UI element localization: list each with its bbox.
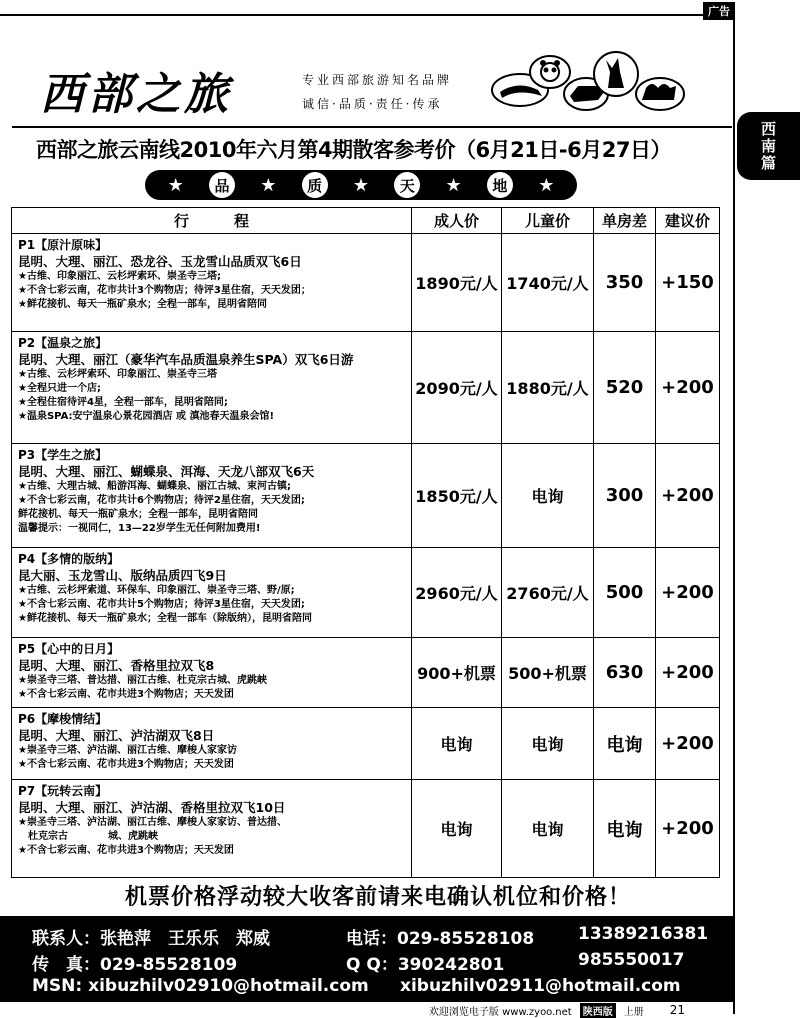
child-price: 1740元/人 (502, 234, 594, 332)
animal-logos-icon (488, 50, 688, 112)
star-icon: ★ (352, 174, 370, 196)
contact-fax (32, 950, 237, 975)
contact-msn-2[interactable]: xibuzhilv02911@hotmail.com (400, 976, 681, 996)
single-supplement: 500 (594, 548, 656, 638)
route-cell (12, 780, 412, 878)
page-number: 21 (669, 1003, 685, 1017)
single-supplement: 630 (594, 638, 656, 708)
route-cell (12, 444, 412, 548)
route-detail-line: ★崇圣寺三塔、普达措、丽江古维、杜克宗古城、虎跳峡 (18, 675, 267, 686)
side-tab-char: 西 (760, 119, 776, 138)
adult-price: 900+机票 (412, 638, 502, 708)
child-price: 2760元/人 (502, 548, 594, 638)
table-row (12, 780, 720, 878)
adult-price: 1890元/人 (412, 234, 502, 332)
table-row (12, 234, 720, 332)
bottom-strip (0, 1002, 735, 1018)
suggested-price: +200 (656, 780, 720, 878)
route-detail-line: ★崇圣寺三塔、泸沽湖、丽江古维、摩梭人家家访 (18, 745, 237, 756)
single-supplement: 520 (594, 332, 656, 444)
quality-word: 质 (302, 172, 328, 198)
route-code: P7【玩转云南】 (18, 784, 108, 798)
child-price: 500+机票 (502, 638, 594, 708)
contact-qq (346, 950, 504, 975)
route-title: 昆明、大理、丽江、泸沽湖、香格里拉双飞10日 (18, 800, 286, 815)
route-cell (12, 708, 412, 780)
side-tab-char: 南 (760, 136, 776, 155)
slogan-line-2: 诚信·品质·责任·传承 (302, 97, 443, 111)
route-detail-line: ★不含七彩云南、花市共进3个购物店；天天发团 (18, 759, 234, 770)
route-title: 昆明、大理、丽江（豪华汽车品质温泉养生SPA）双飞6日游 (18, 352, 354, 367)
top-rule (0, 14, 735, 16)
child-price: 电询 (502, 708, 594, 780)
contact-qq-number: 390242801 (397, 955, 505, 975)
contact-msn (32, 976, 369, 996)
contact-people-label: 联系人： (32, 929, 100, 949)
route-detail-line: 鲜花接机、每天一瓶矿泉水；全程一部车，昆明省陪同 (18, 509, 258, 520)
website-text[interactable]: 欢迎浏览电子版 www.zyoo.net (428, 1006, 572, 1018)
price-table (11, 207, 720, 878)
route-detail-line: ★崇圣寺三塔、泸沽湖、丽江古维、摩梭人家家访、普达措、 (18, 817, 287, 828)
route-code: P2【温泉之旅】 (18, 336, 108, 350)
brand-logo-text: 西部之旅 (40, 69, 232, 120)
header-adult-price: 成人价 (412, 208, 502, 234)
route-detail-line: ★不含七彩云南、花市共计5个购物店；待评3星住宿，天天发团; (18, 599, 305, 610)
route-code: P1【原汁原味】 (18, 238, 108, 252)
contact-tel-label: 电话： (346, 929, 397, 949)
route-detail-line: ★鲜花接机、每天一瓶矿泉水；全程一部车（除版纳），昆明省陪同 (18, 613, 312, 624)
route-detail-line: ★不含七彩云南、花市共进3个购物店；天天发团 (18, 689, 234, 700)
table-row (12, 638, 720, 708)
suggested-price: +200 (656, 638, 720, 708)
contact-msn-label: MSN: (32, 976, 83, 996)
table-row (12, 708, 720, 780)
route-detail-line: ★古维、印象丽江、云杉坪索环、崇圣寺三塔; (18, 271, 221, 282)
single-supplement: 电询 (594, 708, 656, 780)
volume-label: 上册 (623, 1006, 644, 1018)
slogan-line-1: 专业西部旅游知名品牌 (302, 73, 453, 87)
contact-qq-2: 985550017 (578, 950, 685, 970)
star-icon: ★ (445, 174, 462, 196)
route-detail-line: ★全程只进一个店; (18, 383, 101, 394)
single-supplement: 300 (594, 444, 656, 548)
child-price: 1880元/人 (502, 332, 594, 444)
suggested-price: +150 (656, 234, 720, 332)
title-rule (12, 126, 732, 128)
ticket-price-notice: 机票价格浮动较大收客前请来电确认机位和价格！ (124, 885, 631, 910)
route-detail-line: ★不含七彩云南、花市共进3个购物店；天天发团 (18, 845, 234, 856)
side-tab-southwest (737, 112, 800, 180)
header-suggested-price: 建议价 (656, 208, 720, 234)
child-price: 电询 (502, 444, 594, 548)
route-title: 昆明、大理、丽江、蝴蝶泉、洱海、天龙八部双飞6天 (18, 464, 315, 479)
suggested-price: +200 (656, 708, 720, 780)
ad-tag: 广告 (703, 2, 735, 20)
route-detail-line: ★不含七彩云南，花市共计3个购物店；待评3星住宿，天天发团； (18, 285, 311, 296)
star-icon: ★ (260, 174, 277, 196)
header-route: 行 程 (12, 208, 412, 234)
single-supplement: 电询 (594, 780, 656, 878)
contact-qq-label: Q Q： (346, 955, 398, 975)
adult-price: 1850元/人 (412, 444, 502, 548)
route-code: P5【心中的日月】 (18, 642, 120, 656)
quality-word: 地 (487, 172, 513, 198)
route-cell (12, 332, 412, 444)
route-detail-line: ★鲜花接机、每天一瓶矿泉水；全程一部车，昆明省陪同 (18, 299, 267, 310)
suggested-price: +200 (656, 332, 720, 444)
child-price: 电询 (502, 780, 594, 878)
quality-banner (145, 170, 577, 200)
route-code: P3【学生之旅】 (18, 448, 108, 462)
contact-people (32, 924, 270, 949)
contact-tel (346, 924, 534, 949)
table-header-row (12, 208, 720, 234)
route-detail-line: ★古维、大理古城、船游洱海、蝴蝶泉、丽江古城、束河古镇; (18, 481, 291, 492)
table-row (12, 332, 720, 444)
side-tab-char: 篇 (760, 153, 776, 172)
route-code: P6【摩梭情结】 (18, 712, 108, 726)
quality-word: 品 (209, 172, 235, 198)
page-title: 西部之旅云南线2010年六月第4期散客参考价（6月21日-6月27日） (36, 138, 671, 162)
route-detail-line: 杜克宗古 城、虎跳峡 (18, 831, 158, 842)
route-detail-line: ★温泉SPA:安宁温泉心景花园酒店 或 滇池春天温泉会馆! (18, 411, 275, 422)
suggested-price: +200 (656, 548, 720, 638)
quality-word: 天 (394, 172, 420, 198)
contact-people-names: 张艳萍 王乐乐 郑威 (100, 929, 270, 949)
route-detail-line: ★古维、云杉坪索道、环保车、印象丽江、崇圣寺三塔、野/原; (18, 585, 295, 596)
route-title: 昆大丽、玉龙雪山、版纳品质四飞9日 (18, 568, 227, 583)
table-row (12, 548, 720, 638)
contact-fax-label: 传 真： (32, 955, 100, 975)
contact-tel-number: 029-85528108 (397, 929, 535, 949)
adult-price: 2960元/人 (412, 548, 502, 638)
edition-badge: 陕西版 (580, 1003, 616, 1018)
right-rule (733, 14, 735, 1014)
route-detail-line: 温馨提示：一视同仁，13—22岁学生无任何附加费用! (18, 523, 261, 534)
contact-fax-number: 029-85528109 (100, 955, 238, 975)
slogan (302, 68, 452, 116)
route-detail-line: ★不含七彩云南，花市共计6个购物店；待评2星住宿，天天发团; (18, 495, 305, 506)
route-cell (12, 638, 412, 708)
adult-price: 电询 (412, 708, 502, 780)
route-cell (12, 548, 412, 638)
route-cell (12, 234, 412, 332)
table-row (12, 444, 720, 548)
route-title: 昆明、大理、丽江、香格里拉双飞8 (18, 658, 215, 673)
route-detail-line: ★全程住宿待评4星，全程一部车，昆明省陪同; (18, 397, 228, 408)
contact-panel (0, 916, 735, 1002)
route-title: 昆明、大理、丽江、泸沽湖双飞8日 (18, 728, 215, 743)
header-single-supplement: 单房差 (594, 208, 656, 234)
contact-mobile: 13389216381 (578, 924, 709, 944)
header-child-price: 儿童价 (502, 208, 594, 234)
single-supplement: 350 (594, 234, 656, 332)
route-code: P4【多情的版纳】 (18, 552, 120, 566)
star-icon: ★ (538, 174, 555, 196)
route-title: 昆明、大理、丽江、恐龙谷、玉龙雪山品质双飞6日 (18, 254, 302, 269)
route-detail-line: ★古维、云杉坪索环、印象丽江、崇圣寺三塔 (18, 369, 217, 380)
suggested-price: +200 (656, 444, 720, 548)
star-icon: ★ (167, 174, 184, 196)
adult-price: 电询 (412, 780, 502, 878)
adult-price: 2090元/人 (412, 332, 502, 444)
contact-msn-1[interactable]: xibuzhilv02910@hotmail.com (88, 976, 369, 996)
